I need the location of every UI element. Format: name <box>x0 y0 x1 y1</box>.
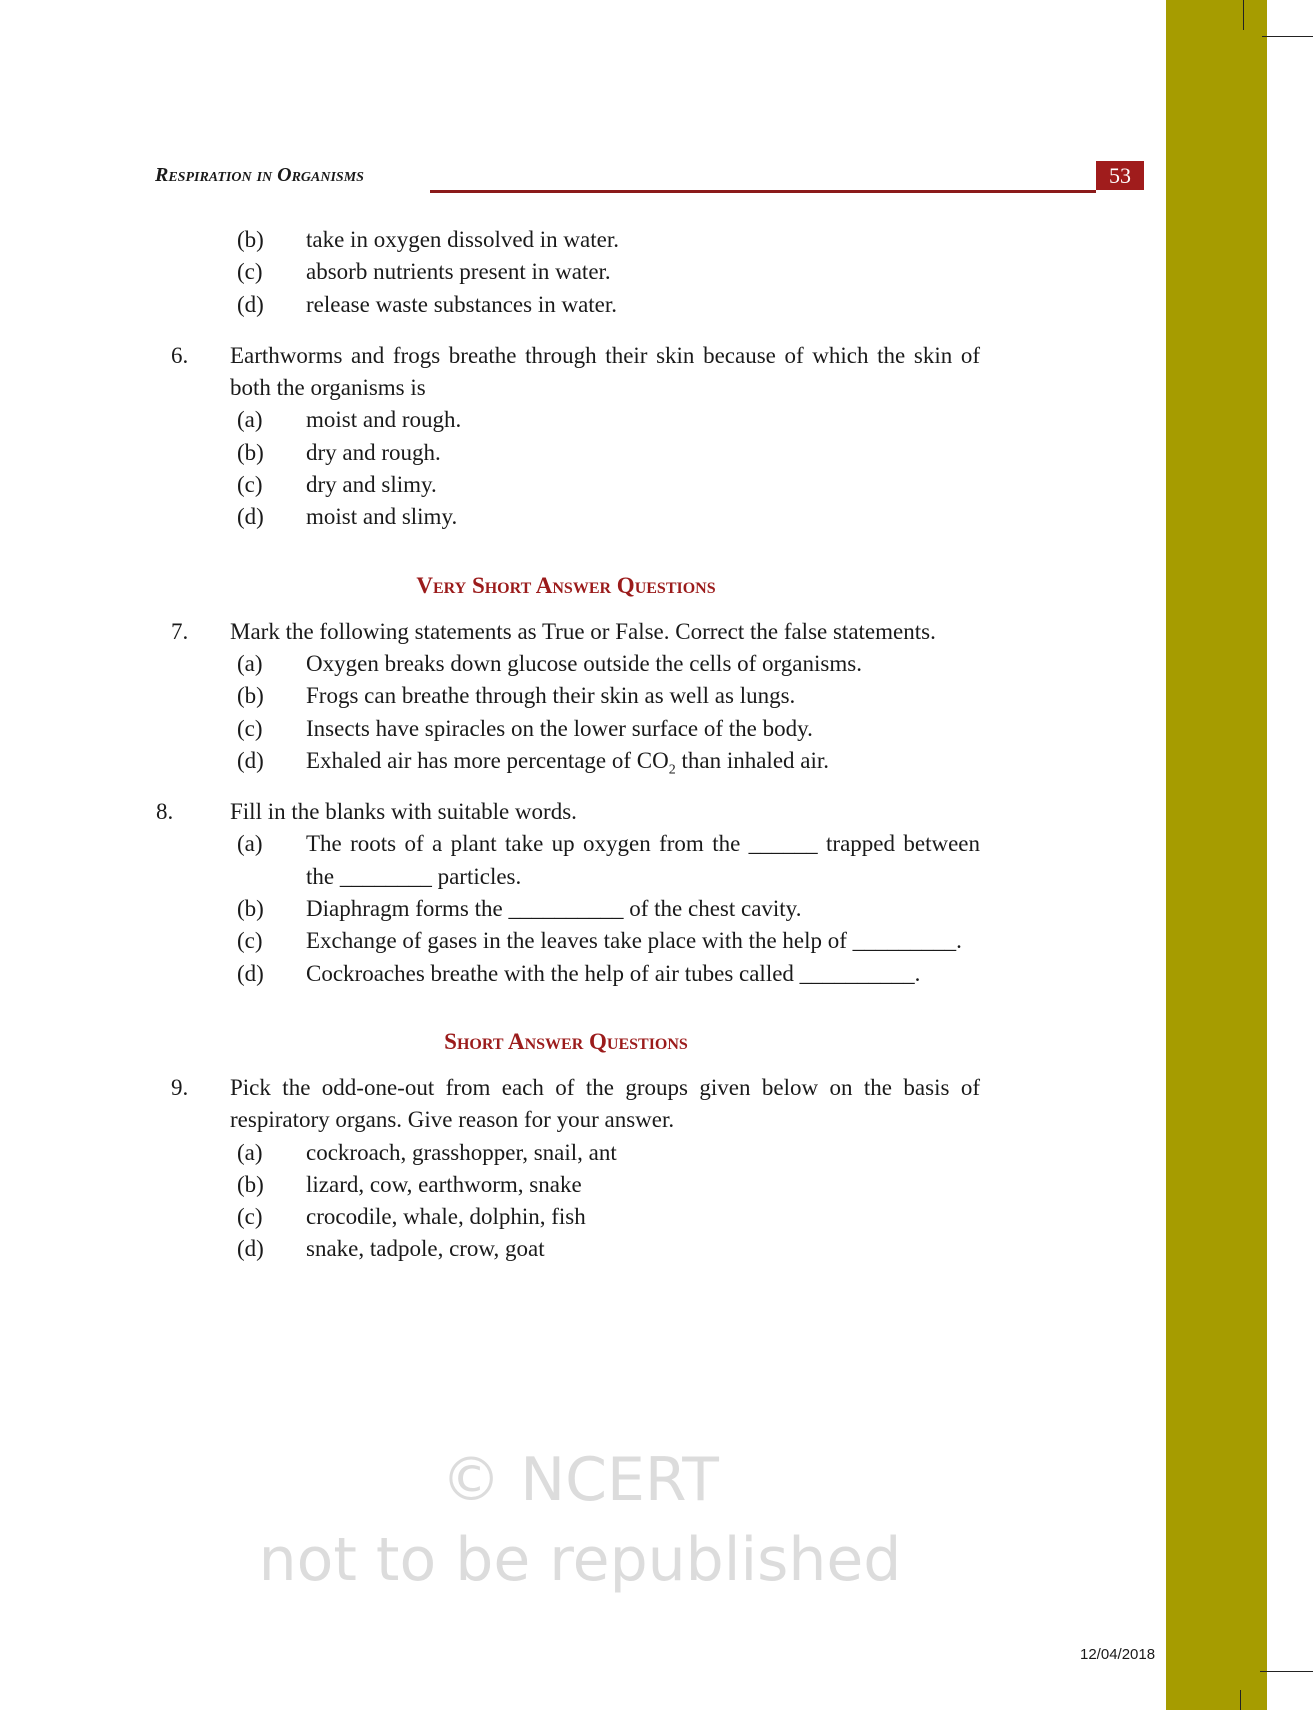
page-number: 53 <box>1096 161 1144 190</box>
option-label: (d) <box>237 960 264 986</box>
option-label: (a) <box>237 1139 263 1165</box>
option-label: (b) <box>237 439 264 465</box>
option-label: (c) <box>237 928 263 954</box>
option-label: (d) <box>237 291 264 317</box>
option-label: (c) <box>237 1204 263 1230</box>
option-label: (b) <box>237 683 264 709</box>
question-7 <box>0 616 1100 777</box>
page-body <box>0 224 1100 1266</box>
option-text: cockroach, grasshopper, snail, ant <box>306 1139 617 1165</box>
option-text: Cockroaches breathe with the help of air tubes called __________. <box>306 960 921 986</box>
option-text: snake, tadpole, crow, goat <box>306 1236 545 1262</box>
option-label: (c) <box>237 472 263 498</box>
option-text: lizard, cow, earthworm, snake <box>306 1171 582 1197</box>
question-5-continued <box>0 224 1100 321</box>
header-rule <box>430 190 1096 193</box>
option-text: release waste substances in water. <box>306 291 618 317</box>
crop-mark <box>1243 0 1244 30</box>
option-text: Frogs can breathe through their skin as well as lungs. <box>306 683 796 709</box>
option-text: moist and slimy. <box>306 504 458 530</box>
side-band <box>1166 0 1267 1710</box>
question-9 <box>0 1072 1100 1266</box>
option-label: (c) <box>237 259 263 285</box>
option-label: (b) <box>237 227 264 252</box>
watermark <box>0 1440 1160 1600</box>
option-label: (c) <box>237 715 263 741</box>
option-text: take in oxygen dissolved in water. <box>306 227 619 252</box>
option-label: (a) <box>237 831 263 857</box>
option-text: crocodile, whale, dolphin, fish <box>306 1204 586 1230</box>
question-text: Earthworms and frogs breathe through their skin because of which the skin of both the organisms is <box>230 342 980 401</box>
watermark-line1: © NCERT <box>441 1445 719 1515</box>
question-number: 8. <box>156 799 174 825</box>
section-heading: Very Short Answer Questions <box>416 572 716 598</box>
option-text: Diaphragm forms the __________ of the chest cavity. <box>306 896 802 922</box>
question-number: 6. <box>171 342 189 368</box>
option-text: Oxygen breaks down glucose outside the cells of organisms. <box>306 650 862 676</box>
question-8 <box>0 796 1100 990</box>
crop-mark <box>1240 1690 1241 1710</box>
section-heading: Short Answer Questions <box>444 1028 688 1054</box>
option-label: (d) <box>237 504 264 530</box>
option-text: The roots of a plant take up oxygen from the ______ trapped between the ________ particles. <box>306 831 980 889</box>
option-label: (d) <box>237 747 264 773</box>
print-date: 12/04/2018 <box>1080 1646 1156 1663</box>
option-label: (d) <box>237 1236 264 1262</box>
crop-mark <box>1260 1671 1313 1672</box>
option-text: Exchange of gases in the leaves take place with the help of _________. <box>306 928 962 954</box>
option-text: Insects have spiracles on the lower surface of the body. <box>306 715 813 741</box>
question-text: Fill in the blanks with suitable words. <box>230 799 577 825</box>
running-header: Respiration in Organisms <box>155 164 364 186</box>
question-6 <box>0 340 1100 534</box>
option-text: dry and rough. <box>306 439 441 465</box>
watermark-line2: not to be republished <box>258 1525 902 1595</box>
option-label: (a) <box>237 407 263 433</box>
option-text: moist and rough. <box>306 407 462 433</box>
crop-mark <box>1262 36 1313 37</box>
question-number: 9. <box>171 1074 189 1100</box>
question-text: Mark the following statements as True or False. Correct the false statements. <box>230 618 936 644</box>
question-text: Pick the odd-one-out from each of the groups given below on the basis of respiratory organs. Give reason for your answer. <box>230 1074 980 1133</box>
option-label: (b) <box>237 1171 264 1197</box>
option-text: absorb nutrients present in water. <box>306 259 611 285</box>
option-label: (a) <box>237 650 263 676</box>
question-number: 7. <box>171 618 189 644</box>
option-label: (b) <box>237 896 264 922</box>
option-text: Exhaled air has more percentage of $CO_2$ than inhaled air. <box>306 747 830 778</box>
option-text: dry and slimy. <box>306 472 437 498</box>
